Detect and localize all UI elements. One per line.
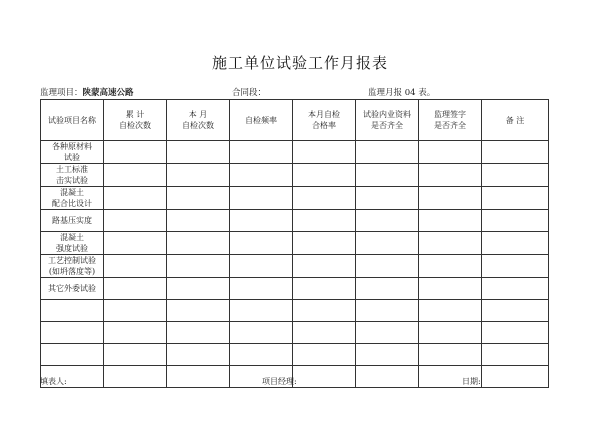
- table-cell[interactable]: [167, 187, 230, 210]
- table-cell[interactable]: [482, 187, 549, 210]
- table-body: [41, 141, 549, 388]
- table-row: [41, 322, 549, 344]
- column-header: [293, 100, 356, 141]
- table-cell[interactable]: [293, 344, 356, 366]
- table-cell[interactable]: [104, 366, 167, 388]
- table-cell[interactable]: [104, 232, 167, 255]
- table-cell[interactable]: [167, 366, 230, 388]
- filler-label: 填表人:: [40, 377, 67, 386]
- item-name-cell: [41, 210, 104, 232]
- monthly-report-table: [40, 99, 549, 388]
- table-row: [41, 278, 549, 300]
- item-name-cell: [41, 187, 104, 210]
- column-header: [104, 100, 167, 141]
- column-header-label: 自检频率: [245, 115, 277, 125]
- cell-text: 各种原材料 试验: [52, 142, 92, 162]
- column-header: [41, 100, 104, 141]
- table-cell[interactable]: [482, 278, 549, 300]
- table-cell[interactable]: [419, 322, 482, 344]
- column-header: [482, 100, 549, 141]
- table-cell[interactable]: [293, 232, 356, 255]
- table-cell[interactable]: [293, 187, 356, 210]
- table-cell[interactable]: [230, 300, 293, 322]
- table-cell[interactable]: [482, 255, 549, 278]
- table-cell[interactable]: [104, 187, 167, 210]
- column-header: [230, 100, 293, 141]
- column-header: [419, 100, 482, 141]
- table-cell[interactable]: [230, 187, 293, 210]
- table-cell[interactable]: [356, 210, 419, 232]
- table-cell[interactable]: [104, 278, 167, 300]
- column-header-label: 备 注: [505, 115, 525, 125]
- column-header-label: 累 计 自检次数: [119, 110, 151, 130]
- table-cell[interactable]: [356, 344, 419, 366]
- project-manager-label: 项目经理:: [262, 377, 297, 386]
- table-cell[interactable]: [104, 255, 167, 278]
- column-header-label: 本 月 自检次数: [182, 110, 214, 130]
- item-name-cell: [41, 255, 104, 278]
- table-cell[interactable]: [167, 232, 230, 255]
- table-cell[interactable]: [356, 322, 419, 344]
- table-cell[interactable]: [482, 366, 549, 388]
- column-header: [167, 100, 230, 141]
- table-cell[interactable]: [230, 141, 293, 164]
- header-row: [41, 100, 549, 141]
- cell-text: 混凝土 配合比设计: [52, 188, 92, 208]
- table-cell[interactable]: [356, 141, 419, 164]
- table-cell[interactable]: [230, 210, 293, 232]
- item-name-cell: [41, 344, 104, 366]
- table-cell[interactable]: [230, 164, 293, 187]
- table-cell[interactable]: [167, 344, 230, 366]
- column-header: [356, 100, 419, 141]
- table-row: [41, 300, 549, 322]
- table-cell[interactable]: [293, 255, 356, 278]
- table-cell[interactable]: [167, 141, 230, 164]
- table-cell[interactable]: [230, 322, 293, 344]
- contract-label: 合同段：: [232, 88, 267, 98]
- table-cell[interactable]: [104, 210, 167, 232]
- table-cell[interactable]: [293, 278, 356, 300]
- item-name-cell: [41, 300, 104, 322]
- item-name-cell: [41, 141, 104, 164]
- table-cell[interactable]: [167, 255, 230, 278]
- table-cell[interactable]: [419, 344, 482, 366]
- table-cell[interactable]: [293, 141, 356, 164]
- cell-text: 混凝土 强度试验: [56, 233, 88, 253]
- table-cell[interactable]: [230, 344, 293, 366]
- project-value: 陕蒙高速公路: [82, 88, 134, 98]
- column-header-label: 试验项目名称: [48, 115, 96, 125]
- table-cell[interactable]: [419, 232, 482, 255]
- table-cell[interactable]: [230, 255, 293, 278]
- table-cell[interactable]: [419, 187, 482, 210]
- item-name-cell: [41, 322, 104, 344]
- table-row: [41, 210, 549, 232]
- table-cell[interactable]: [293, 300, 356, 322]
- item-name-cell: [41, 232, 104, 255]
- report-label: 监理月报 04 表。: [368, 88, 436, 98]
- table-cell[interactable]: [167, 210, 230, 232]
- table-cell[interactable]: [293, 366, 356, 388]
- table-row: [41, 141, 549, 164]
- column-header-label: 监理签字 是否齐全: [434, 110, 466, 130]
- table-cell[interactable]: [356, 278, 419, 300]
- date-label: 日期:: [462, 377, 481, 386]
- table-cell[interactable]: [104, 164, 167, 187]
- table-cell[interactable]: [482, 322, 549, 344]
- table-cell[interactable]: [104, 322, 167, 344]
- table-cell[interactable]: [419, 300, 482, 322]
- item-name-cell: [41, 164, 104, 187]
- form-title: 施工单位试验工作月报表: [211, 54, 388, 72]
- table-cell[interactable]: [356, 232, 419, 255]
- table-cell[interactable]: [482, 164, 549, 187]
- table-cell[interactable]: [419, 278, 482, 300]
- table-cell[interactable]: [356, 366, 419, 388]
- table-cell[interactable]: [230, 232, 293, 255]
- table-cell[interactable]: [104, 344, 167, 366]
- table-cell[interactable]: [419, 210, 482, 232]
- table-cell[interactable]: [293, 210, 356, 232]
- table-cell[interactable]: [230, 278, 293, 300]
- item-name-cell: [41, 278, 104, 300]
- cell-text: 工艺控制试验 (如坍落度等): [48, 256, 96, 276]
- table-cell[interactable]: [104, 141, 167, 164]
- table-cell[interactable]: [356, 164, 419, 187]
- table-cell[interactable]: [167, 164, 230, 187]
- table-row: [41, 164, 549, 187]
- table-cell[interactable]: [293, 322, 356, 344]
- table-row: [41, 232, 549, 255]
- table-cell[interactable]: [167, 300, 230, 322]
- table-cell[interactable]: [482, 210, 549, 232]
- table-cell[interactable]: [419, 141, 482, 164]
- table-row: [41, 255, 549, 278]
- table-cell[interactable]: [482, 141, 549, 164]
- table-cell[interactable]: [482, 232, 549, 255]
- table-cell[interactable]: [104, 300, 167, 322]
- table-cell[interactable]: [482, 344, 549, 366]
- column-header-label: 试验内业资料 是否齐全: [363, 110, 411, 130]
- table-cell[interactable]: [419, 255, 482, 278]
- table-header: [41, 100, 549, 141]
- table-cell[interactable]: [356, 187, 419, 210]
- table-cell[interactable]: [356, 255, 419, 278]
- project-label: 监理项目：: [40, 88, 83, 98]
- project-line: [40, 86, 134, 98]
- table-cell[interactable]: [482, 300, 549, 322]
- table-cell[interactable]: [167, 278, 230, 300]
- table-row: [41, 344, 549, 366]
- cell-text: 土工标准 击实试验: [56, 165, 88, 185]
- cell-text: 其它外委试验: [48, 284, 96, 293]
- column-header-label: 本月自检 合格率: [308, 110, 340, 130]
- cell-text: 路基压实度: [52, 216, 92, 225]
- table-cell[interactable]: [356, 300, 419, 322]
- table-cell[interactable]: [419, 164, 482, 187]
- table-cell[interactable]: [293, 164, 356, 187]
- table-row: [41, 187, 549, 210]
- table-cell[interactable]: [167, 322, 230, 344]
